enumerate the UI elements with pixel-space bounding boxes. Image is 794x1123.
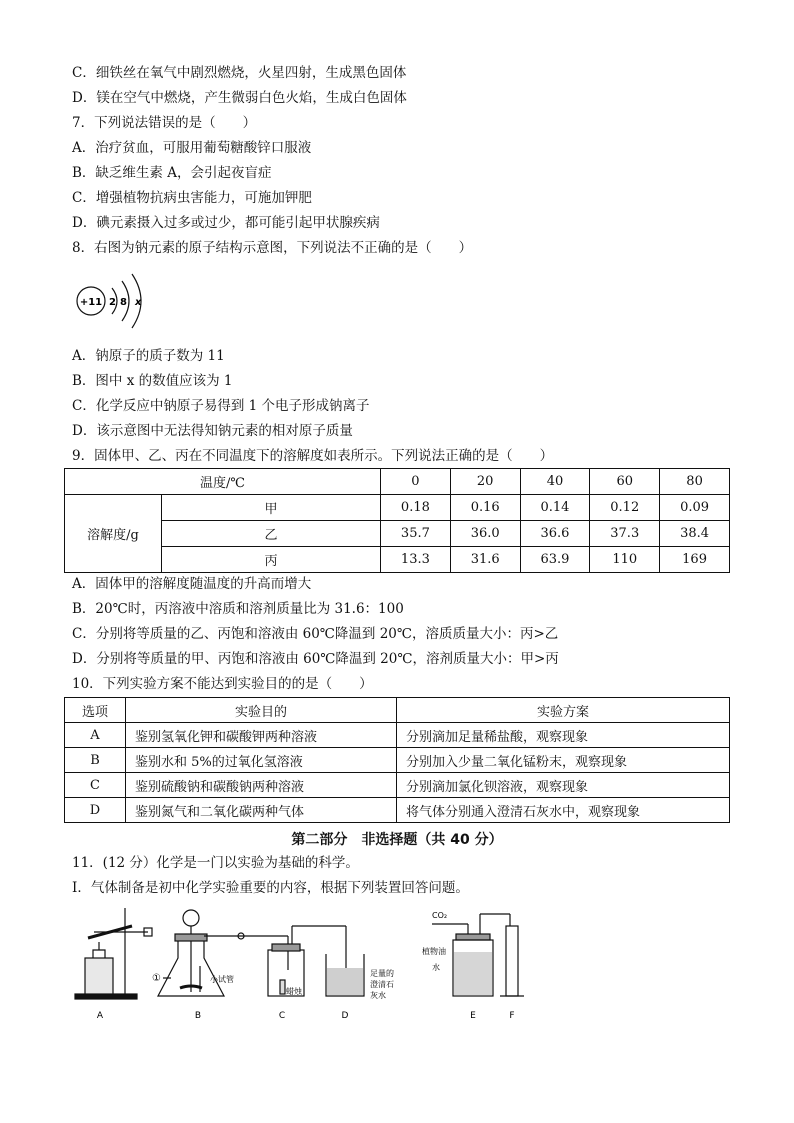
substance-name: 丙 [162, 547, 381, 573]
solubility-value: 0.16 [450, 495, 520, 521]
q8-option-d: D．该示意图中无法得知钠元素的相对原子质量 [72, 423, 353, 439]
label-b: B [194, 1011, 202, 1021]
q9-option-d: D．分别将等质量的甲、丙饱和溶液由 60℃降温到 20℃，溶剂质量大小：甲>丙 [72, 651, 559, 667]
label-water: 水 [432, 963, 440, 972]
q11-part-i: Ⅰ．气体制备是初中化学实验重要的内容，根据下列装置回答问题。 [72, 880, 469, 896]
goal-cell: 鉴别硫酸钠和碳酸钠两种溶液 [126, 773, 397, 798]
solubility-value: 0.09 [660, 495, 730, 521]
q9-option-c: C．分别将等质量的乙、丙饱和溶液由 60℃降温到 20℃，溶质质量大小：丙>乙 [72, 626, 559, 642]
solubility-value: 63.9 [520, 547, 590, 573]
label-co2: CO₂ [432, 911, 448, 920]
table-row [65, 798, 730, 823]
solubility-label: 溶解度/g [65, 495, 162, 573]
solubility-value: 110 [590, 547, 660, 573]
q9-stem: 9．固体甲、乙、丙在不同温度下的溶解度如表所示。下列说法正确的是（ ） [72, 448, 554, 464]
solubility-value: 31.6 [450, 547, 520, 573]
q7-option-a: A．治疗贫血，可服用葡萄糖酸锌口服液 [72, 140, 312, 156]
q10-stem: 10．下列实验方案不能达到实验目的的是（ ） [72, 676, 373, 692]
q8-stem: 8．右图为钠元素的原子结构示意图，下列说法不正确的是（ ） [72, 240, 473, 256]
temp-cell: 40 [520, 469, 590, 495]
solubility-value: 13.3 [381, 547, 451, 573]
option-cell: D [65, 798, 126, 823]
shell-1-count: 2 [109, 297, 116, 308]
q9-option-b: B．20℃时，丙溶液中溶质和溶剂质量比为 31.6：100 [72, 601, 404, 617]
solubility-value: 169 [660, 547, 730, 573]
solubility-value: 36.6 [520, 521, 590, 547]
substance-name: 乙 [162, 521, 381, 547]
temp-cell: 80 [660, 469, 730, 495]
experiment-table [64, 697, 730, 823]
marker-1: ① [152, 973, 161, 984]
substance-name: 甲 [162, 495, 381, 521]
plan-cell: 分别滴加氯化钡溶液，观察现象 [397, 773, 730, 798]
sodium-atom-diagram [74, 268, 164, 334]
solubility-value: 0.12 [590, 495, 660, 521]
table-row [65, 773, 730, 798]
solubility-value: 38.4 [660, 521, 730, 547]
apparatus-figure [60, 900, 580, 1030]
plan-cell: 将气体分别通入澄清石灰水中，观察现象 [397, 798, 730, 823]
temp-cell: 60 [590, 469, 660, 495]
solubility-value: 0.14 [520, 495, 590, 521]
temp-cell: 0 [381, 469, 451, 495]
goal-cell: 鉴别氮气和二氧化碳两种气体 [126, 798, 397, 823]
shell-2-count: 8 [120, 297, 127, 308]
label-c: C [278, 1011, 286, 1021]
apparatus-f [500, 926, 524, 996]
q6-option-c: C．细铁丝在氧气中剧烈燃烧，火星四射，生成黑色固体 [72, 65, 407, 81]
label-limewater-2: 澄清石 [370, 980, 394, 989]
label-candle: 蜡烛 [286, 987, 302, 996]
label-oil: 植物油 [422, 947, 446, 956]
solubility-value: 36.0 [450, 521, 520, 547]
solubility-value: 37.3 [590, 521, 660, 547]
label-limewater-1: 足量的 [370, 969, 394, 978]
label-limewater-3: 灰水 [370, 991, 386, 1000]
goal-cell: 鉴别氢氧化钾和碳酸钾两种溶液 [126, 723, 397, 748]
column-header: 选项 [65, 698, 126, 723]
plan-cell: 分别滴加足量稀盐酸，观察现象 [397, 723, 730, 748]
temp-header: 温度/℃ [65, 469, 381, 495]
apparatus-d [326, 954, 364, 996]
solubility-value: 35.7 [381, 521, 451, 547]
q7-option-d: D．碘元素摄入过多或过少，都可能引起甲状腺疾病 [72, 215, 380, 231]
q6-option-d: D．镁在空气中燃烧，产生微弱白色火焰，生成白色固体 [72, 90, 407, 106]
table-row [65, 748, 730, 773]
table-row [65, 495, 730, 521]
label-e: E [470, 1011, 476, 1021]
table-row [65, 521, 730, 547]
plan-cell: 分别加入少量二氧化锰粉末，观察现象 [397, 748, 730, 773]
table-row [65, 547, 730, 573]
apparatus-a [75, 908, 152, 999]
table-row [65, 698, 730, 723]
part2-heading: 第二部分 非选择题（共 40 分） [291, 832, 503, 848]
q8-option-a: A．钠原子的质子数为 11 [72, 348, 225, 364]
option-cell: C [65, 773, 126, 798]
q11-stem: 11．(12 分）化学是一门以实验为基础的科学。 [72, 855, 359, 871]
q7-stem: 7．下列说法错误的是（ ） [72, 115, 257, 131]
option-cell: B [65, 748, 126, 773]
shell-3-count: x [135, 297, 142, 308]
q8-option-c: C．化学反应中钠原子易得到 1 个电子形成钠离子 [72, 398, 370, 414]
q9-option-a: A．固体甲的溶解度随温度的升高而增大 [72, 576, 312, 592]
option-cell: A [65, 723, 126, 748]
solubility-table [64, 468, 730, 573]
table-row [65, 469, 730, 495]
q7-option-b: B．缺乏维生素 A，会引起夜盲症 [72, 165, 272, 181]
label-small-tube: 小试管 [210, 975, 234, 984]
q7-option-c: C．增强植物抗病虫害能力，可施加钾肥 [72, 190, 312, 206]
temp-cell: 20 [450, 469, 520, 495]
label-d: D [341, 1011, 349, 1021]
table-row [65, 723, 730, 748]
solubility-value: 0.18 [381, 495, 451, 521]
label-f: F [509, 1011, 515, 1021]
goal-cell: 鉴别水和 5%的过氧化氢溶液 [126, 748, 397, 773]
label-a: A [96, 1011, 104, 1021]
q8-option-b: B．图中 x 的数值应该为 1 [72, 373, 233, 389]
nucleus-charge: +11 [79, 297, 103, 308]
column-header: 实验目的 [126, 698, 397, 723]
column-header: 实验方案 [397, 698, 730, 723]
